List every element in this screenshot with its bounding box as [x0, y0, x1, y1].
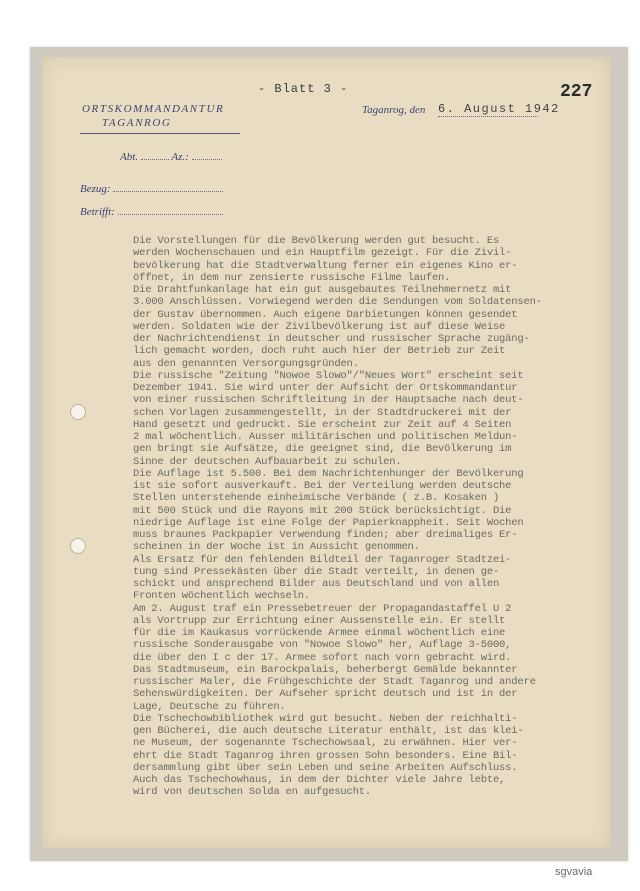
- body-line: der Gustav übernommen. Auch eigene Darbietungen können gesendet: [133, 308, 518, 321]
- letterhead-rule: [80, 133, 240, 134]
- body-line: tung sind Pressekästen über die Stadt verteilt, in denen ge-: [133, 565, 500, 578]
- body-line: Stellen unterstehende einheimische Verbände ( z.B. Kosaken ): [133, 492, 500, 505]
- body-line: wird von deutschen Solda en aufgesucht.: [133, 786, 371, 799]
- body-line: Sehenswürdigkeiten. Der Aufseher spricht deutsch und ist in der: [133, 688, 518, 701]
- body-line: öffnet, in dem nur zensierte russische Filme laufen.: [133, 271, 451, 284]
- betrifft-dots: [118, 205, 223, 215]
- body-line: 2 mal wöchentlich. Ausser militärischen und politischen Meldun-: [133, 431, 518, 443]
- body-line: dersammlung gibt über sein Leben und seine Arbeiten Aufschluss.: [133, 761, 518, 774]
- body-line: 3.000 Anschlüssen. Vorwiegend werden die Sendungen vom Soldatensen-: [133, 296, 542, 309]
- body-line: gen Bücherei, die auch deutsche Literatur enthält, ist das klei-: [133, 725, 524, 737]
- az-label: Az.:: [171, 151, 189, 163]
- bezug-field: [80, 182, 223, 195]
- body-line: Sinne der deutschen Aufbauarbeit zu schulen.: [133, 455, 402, 468]
- body-line: Die Drahtfunkanlage hat ein gut ausgebautes Teilnehmernetz mit: [133, 284, 512, 296]
- betrifft-label: Betrifft:: [80, 206, 115, 218]
- body-line: als Vortrupp zur Errichtung einer Aussenstelle ein. Er stellt: [133, 614, 506, 627]
- body-line: Am 2. August traf ein Pressebetreuer der Propagandastaffel U 2: [133, 602, 512, 615]
- body-line: Lage, Deutsche zu führen.: [133, 700, 286, 713]
- letterhead-org: ORTSKOMMANDANTUR: [82, 103, 225, 115]
- body-line: Als Ersatz für den fehlenden Bildteil der Taganroger Stadtzei-: [133, 553, 512, 566]
- document-number: 227: [560, 82, 593, 102]
- body-line: mit 500 Stück und die Rayons mit 200 Stück berücksichtigt. Die: [133, 504, 512, 517]
- abt-field: [120, 150, 222, 163]
- bezug-dots: [113, 182, 223, 192]
- body-line: Fronten wöchentlich wechseln.: [133, 590, 310, 603]
- body-line: muss braunes Packpapier Verwendung finden; aber dreimaliges Er-: [133, 529, 518, 541]
- body-line: werden Wochenschauen und ein Hauptfilm gezeigt. Für die Zivil-: [133, 247, 512, 260]
- letterhead: [82, 102, 242, 130]
- place-label: Taganrog, den: [362, 104, 426, 116]
- body-line: werden. Soldaten wie der Zivilbevölkerung ist auf diese Weise: [133, 320, 506, 333]
- body-line: russische Sonderausgabe von "Nowoe Slowo" her, Auflage 3-5000,: [133, 639, 512, 652]
- body-line: russischer Maler, die Frühgeschichte der Stadt Taganrog und andere: [133, 676, 536, 688]
- date-field: 6. August 1942: [438, 102, 560, 116]
- body-line: der Nachrichtendienst in deutscher und russischer Sprache zugäng-: [133, 333, 530, 345]
- body-line: von einer russischen Schriftleitung in der Hauptsache nach deut-: [133, 394, 524, 407]
- body-line: Die russische "Zeitung "Nowoe Slowo"/"Neues Wort" erscheint seit: [133, 369, 524, 382]
- body-line: niedrige Auflage ist eine Folge der Papierknappheit. Seit Wochen: [133, 516, 524, 529]
- body-line: Hand gesetzt und gedruckt. Sie erscheint zur Zeit auf 4 Seiten: [133, 418, 512, 431]
- body-line: Dezember 1941. Sie wird unter der Aufsicht der Ortskommandantur: [133, 382, 518, 394]
- body-line: Das Stadtmuseum, ein Barockpalais, beherbergt Gemälde bekannter: [133, 663, 518, 676]
- abt-label: Abt.: [120, 151, 139, 163]
- body-line: Die Auflage ist 5.500. Bei dem Nachrichtenhunger der Bevölkerung: [133, 467, 524, 480]
- page-marker: - Blatt 3 -: [258, 82, 349, 96]
- betrifft-field: [80, 205, 223, 218]
- punch-hole-bottom: [70, 538, 86, 554]
- abt-dots: [141, 150, 169, 160]
- body-line: schen Vorlagen zusammengestellt, in der Stadtdruckerei mit der: [133, 406, 512, 419]
- body-line: schickt und ansprechend Bilder aus Deutschland und von allen: [133, 578, 500, 590]
- body-line: für die im Kaukasus vorrückende Armee einmal wöchentlich eine: [133, 627, 506, 639]
- letterhead-city: TAGANROG: [102, 117, 172, 129]
- body-line: ne Museum, der sogenannte Tschechowsaal, zu erwähnen. Hier ver-: [133, 737, 518, 750]
- body-line: aus den genannten Versorgungsgründen.: [133, 357, 359, 370]
- punch-hole-top: [70, 404, 86, 420]
- body-line: lich gemacht worden, doch ruht auch hier der Betrieb zur Zeit: [133, 345, 506, 358]
- body-line: bevölkerung hat die Stadtverwaltung ferner ein eigenes Kino er-: [133, 259, 518, 272]
- az-dots: [192, 150, 222, 160]
- body-line: Die Vorstellungen für die Bevölkerung werden gut besucht. Es: [133, 235, 500, 247]
- body-line: die über den I c der 17. Armee sofort nach vorn gebracht wird.: [133, 651, 512, 664]
- body-line: ehrt die Stadt Taganrog ihren grossen Sohn besonders. Eine Bil-: [133, 749, 518, 762]
- body-line: Auch das Tschechowhaus, in dem der Dichter viele Jahre lebte,: [133, 774, 506, 786]
- body-text: [133, 235, 583, 799]
- body-line: ist sie sofort ausverkauft. Bei der Verteilung werden deutsche: [133, 480, 512, 492]
- body-line: Die Tschechowbibliothek wird gut besucht. Neben der reichhalti-: [133, 712, 518, 725]
- bezug-label: Bezug:: [80, 183, 111, 195]
- body-line: scheinen in der Woche ist in Aussicht genommen.: [133, 541, 420, 554]
- body-line: gen bringt sie Aufsätze, die geeignet sind, die Bevölkerung im: [133, 443, 512, 456]
- watermark: sgvavia: [555, 866, 593, 878]
